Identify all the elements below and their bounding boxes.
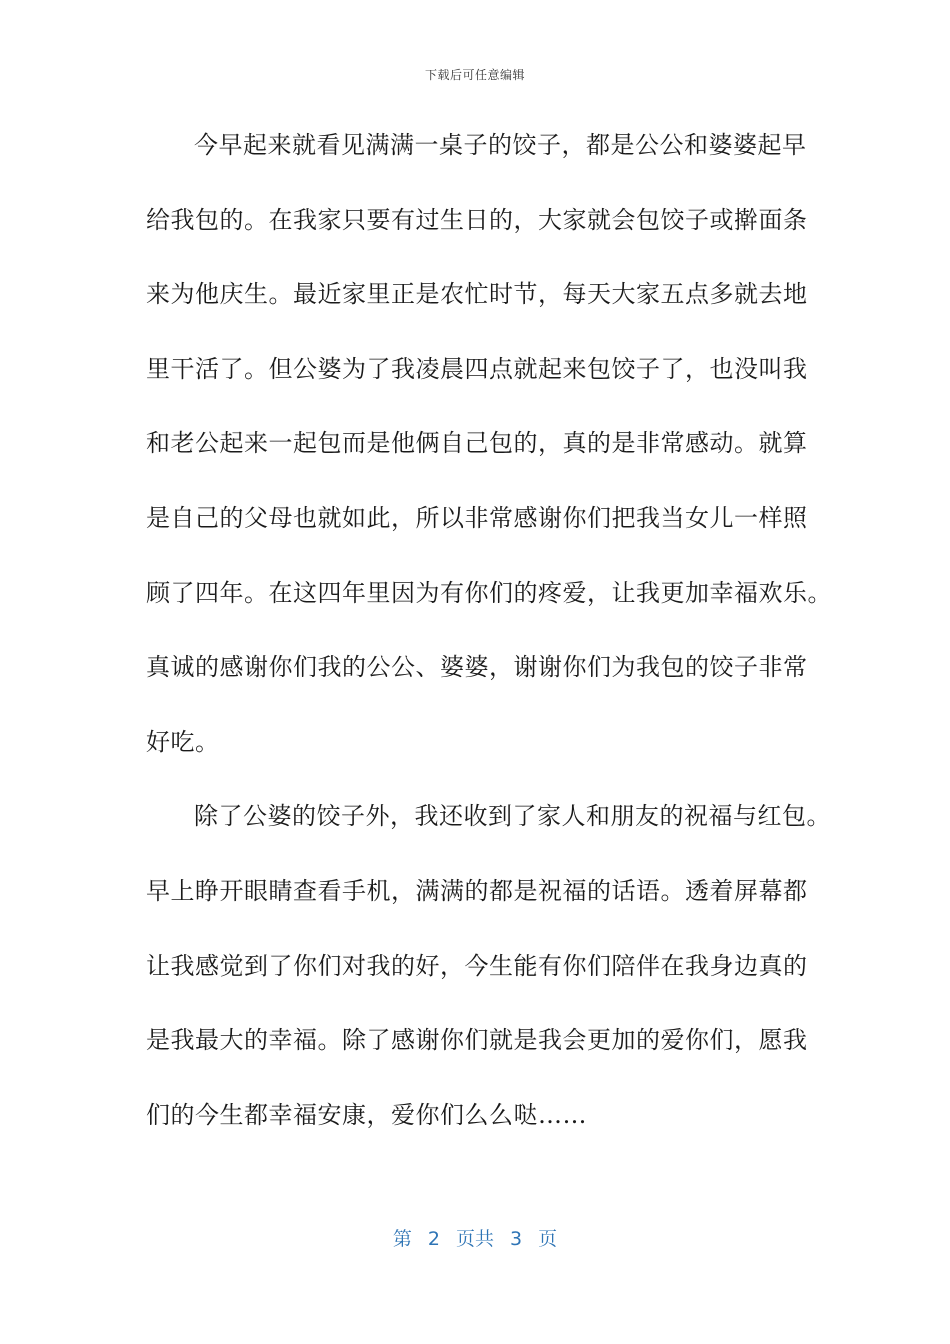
text-line: 们的今生都幸福安康，爱你们么么哒…… xyxy=(146,1100,587,1129)
text-line: 早上睁开眼睛查看手机，满满的都是祝福的话语。透着屏幕都 xyxy=(146,876,808,905)
text-line: 是我最大的幸福。除了感谢你们就是我会更加的爱你们，愿我 xyxy=(146,1026,808,1055)
paragraph xyxy=(146,791,831,1164)
page-number: 2 xyxy=(427,1228,440,1250)
text-line: 来为他庆生。最近家里正是农忙时节，每天大家五点多就去地 xyxy=(146,280,808,309)
paragraph xyxy=(146,120,832,791)
text-line: 真诚的感谢你们我的公公、婆婆，谢谢你们为我包的饺子非常 xyxy=(146,653,808,682)
page-label: 第 xyxy=(392,1228,412,1250)
page-suffix: 页 xyxy=(538,1228,558,1250)
page-footer xyxy=(0,1224,950,1251)
page-header: 下载后可任意编辑 xyxy=(424,68,525,82)
text-line: 让我感觉到了你们对我的好，今生能有你们陪伴在我身边真的 xyxy=(146,951,808,980)
text-line: 好吃。 xyxy=(146,727,220,756)
total-pages: 3 xyxy=(510,1228,523,1250)
total-label: 页共 xyxy=(455,1228,494,1250)
text-line: 顾了四年。在这四年里因为有你们的疼爱，让我更加幸福欢乐。 xyxy=(146,578,832,607)
text-line: 今早起来就看见满满一桌子的饺子，都是公公和婆婆起早 xyxy=(194,131,807,159)
text-line: 是自己的父母也就如此，所以非常感谢你们把我当女儿一样照 xyxy=(146,503,808,532)
text-line: 给我包的。在我家只要有过生日的，大家就会包饺子或擀面条 xyxy=(146,205,808,234)
text-line: 除了公婆的饺子外，我还收到了家人和朋友的祝福与红包。 xyxy=(194,802,831,831)
document-body xyxy=(146,120,832,1164)
text-line: 里干活了。但公婆为了我凌晨四点就起来包饺子了，也没叫我 xyxy=(146,354,808,383)
text-line: 和老公起来一起包而是他俩自己包的，真的是非常感动。就算 xyxy=(146,429,808,458)
